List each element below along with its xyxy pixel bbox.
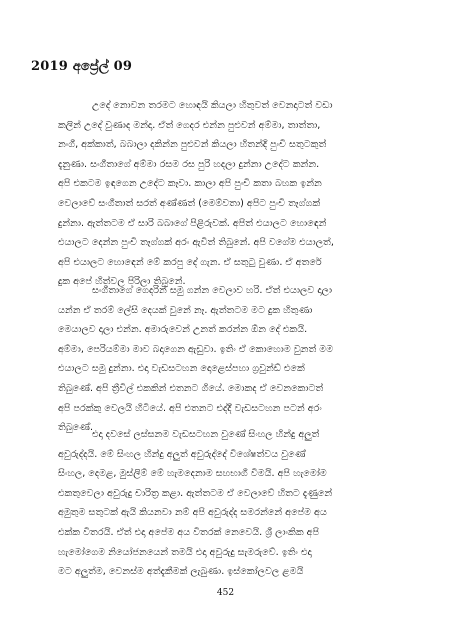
text-line: උදේ නොවන තරමට හොඳයි කියලා හිතුවත් වෙනදාටත් වඩා — [92, 100, 333, 111]
text-line: සිංහල, දෙමළ, මුස්ලිම් මේ හැමදෙනාම සහභාගී වීමයි. අපි හැමෝම — [58, 468, 327, 480]
text-line: අපි එකටම ඉඳගෙන උදේට කෑවා. කාලා අපි පුංචි කතා බහක ඉන්න — [58, 178, 322, 190]
text-line: දුන්නා. ඇත්තටම ඒ සාරි බබාගේ පිළිරුවක්. අපිත් එයාලට හොඳෙන් — [58, 217, 327, 229]
text-line: නංගී, අක්කාත්, බබාලා දකින්න පුළුවන් කියලා හිතන්දි පුංචි සතුටකුත් — [58, 139, 327, 151]
text-line: තිබුණේ. අපි ත්‍රීවිල් එකකින් එතනට ගියේ. මොකද ඒ වෙනකොටත් — [58, 382, 324, 394]
text-line: අපි එයාලට හොඳෙන් මේ කරපු දේ ගැන. ඒ සතුටු වුණා. ඒ අතරේ — [58, 256, 322, 268]
text-line: එයාලට දෙන්න පුංචි තෑග්ගක් අරං ඇවිත් තිබුනේ. අපි වගේම එයාලත්, — [58, 237, 334, 249]
paragraph-2 — [58, 281, 394, 438]
text-line: දැනුණා. සංගීතාගේ අම්මා රසම රස පුරි හදලා දුන්නා උදේට කන්න. — [58, 158, 320, 170]
text-line: වෙලාවේ සංගීතාත් සරත් අණ්ණත් (මෙම්වතා) අපිට පුංචි තෑග්ගක් — [58, 197, 321, 209]
text-line: එක්ක විතරයි. ඒත් එදා අපේම අය විතරක් නෙවෙයි. ශ්‍රී ලාංකික අපි — [58, 526, 320, 538]
text-line: හැමෝගෙම නියෝජනයෙන් තමයි එදා අවුරුදු සැමරුවේ. ඉතිං එදා — [58, 546, 312, 558]
text-line: අපි පරක්කු වෙලයි හිටියේ. අපි එතනට එද්දී වැඩසටහන පටන් අරං — [58, 402, 322, 414]
text-line: අවුරුද්දයි. මේ සිංහල හින්දු අලුත් අවුරුද්දේ විශේෂත්වය වුණේ — [58, 448, 306, 460]
text-line: එකතුවෙලා අවුරුදු චාරිත්‍ර කළා. ඇත්තටම ඒ වෙලාවේ හිතට දැණුනේ — [58, 487, 333, 499]
text-line: කලින් උදේ වුණාද මන්දා. ඒත් ගෙදර එන්න පුළුවන් අම්මා, තාත්තා, — [58, 119, 321, 131]
text-line: දුක අපේ හිත්වල පිරිලා තිබුනේ. — [58, 276, 186, 288]
paragraph-1 — [58, 96, 394, 292]
page-number: 452 — [216, 588, 235, 598]
text-line: මට අලුත්ම, වෙනස්ම අත්දැකීමක් ලැබුණා. ඉස්කෝලවල ළමයි — [58, 566, 304, 578]
text-line: එදා දවසේ ලස්සනම වැඩසටහන වුණේ සිංහල හින්දු අලුත් — [92, 429, 320, 440]
text-line: යන්න ඒ තරම් ලේසි දෙයක් වුනේ නෑ. ඇත්තටම මට දුක හිතුණා — [58, 304, 313, 316]
text-line: සංගීතාගේ ගෙදරින් සමු ගන්න වෙලාව හරි. ඒත් එයාලව දාලා — [92, 285, 333, 296]
text-line: අම්මා, පෙරියම්මා මාව බදාගෙන ඇඩුවා. ඉතිං ඒ කොහොම වුනත් මම — [58, 343, 334, 355]
text-line: මෙයාලව දාලා එන්න. අමාරුවෙන් උනත් කරන්න ඕන දේ එකයි. — [58, 324, 308, 336]
text-line: අමුතුම සතුටක් ඇයි කියනවා නම් අපි අවුරුද්ද සමරන්නේ අපේම අය — [58, 507, 327, 519]
text-line: තිබුණේ. — [58, 422, 94, 434]
text-line: එයාලට සමු දුන්නා. එදා වැඩසටහන දොළෙස්පහා ග්‍රවුන්ඩ් එකේ — [58, 363, 305, 375]
entry-date-heading: 2019 අප්‍රේල් 09 — [31, 59, 133, 74]
paragraph-3 — [58, 425, 394, 582]
